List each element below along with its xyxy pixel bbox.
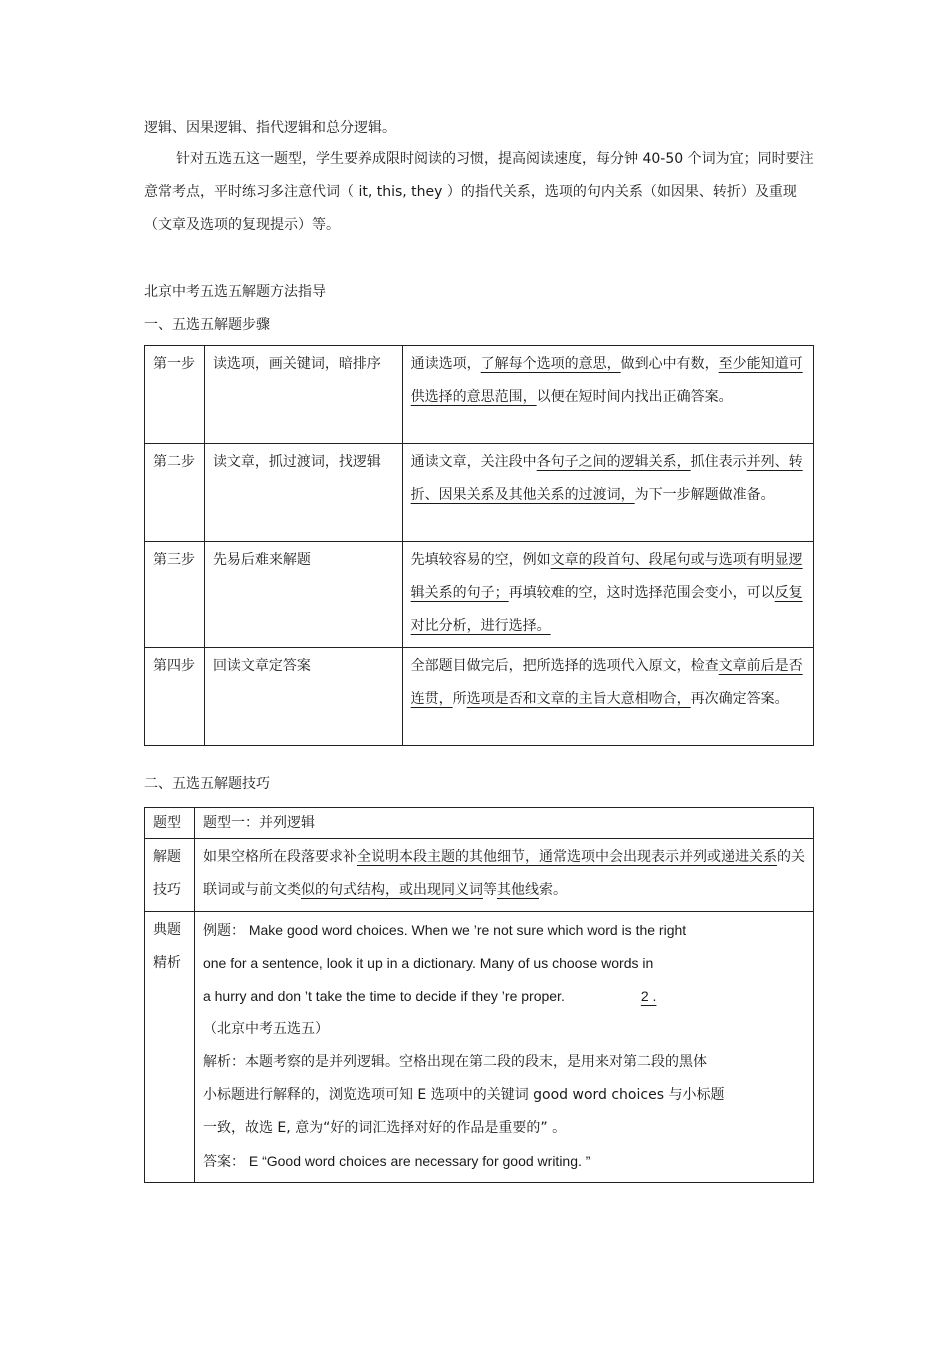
- step-label: 第二步: [145, 444, 205, 542]
- answer-line: 答案： E “Good word choices are necessary for good writing. ”: [202, 1153, 591, 1169]
- table-row: [145, 912, 814, 1183]
- example-line: 例题： Make good word choices. When we ’re not sure which word is the right: [202, 922, 687, 938]
- example-analysis: [194, 912, 813, 1183]
- part1-heading: 一、五选五解题步骤: [144, 317, 270, 333]
- analysis-line: 一致，故选 E, 意为“好的词汇选择对好的作品是重要的” 。: [202, 1120, 567, 1136]
- step-name: 读选项，画关键词，暗排序: [204, 346, 402, 444]
- question-type: 题型一：并列逻辑: [194, 808, 813, 839]
- intro-paragraph: 针对五选五这一题型，学生要养成限时阅读的习惯，提高阅读速度，每分钟 40-50 个词为宜；同时要注意常考点，平时练习多注意代词（ it, this, they ）的指代关系，选项的句内关系（如因果、转折）及重现（文章及选项的复现提示）等。: [144, 151, 814, 233]
- steps-table: [144, 345, 814, 746]
- analysis-line: 小标题进行解释的，浏览选项可知 E 选项中的关键词 good word choices 与小标题: [202, 1087, 725, 1103]
- techniques-table: [144, 807, 814, 1183]
- row-label: 题型: [145, 808, 195, 839]
- table-row: [145, 808, 814, 839]
- step-name: 回读文章定答案: [204, 648, 402, 746]
- step-description: 全部题目做完后，把所选择的选项代入原文，检查文章前后是否连贯，所选项是否和文章的主旨大意相吻合，再次确定答案。: [402, 648, 813, 746]
- table-row: [145, 648, 814, 746]
- step-description: 通读选项，了解每个选项的意思，做到心中有数，至少能知道可供选择的意思范围，以便在短时间内找出正确答案。: [402, 346, 813, 444]
- analysis-line: 解析：本题考察的是并列逻辑。空格出现在第二段的段末，是用来对第二段的黑体: [202, 1054, 707, 1070]
- step-label: 第四步: [145, 648, 205, 746]
- table-row: [145, 346, 814, 444]
- step-label: 第三步: [145, 542, 205, 648]
- example-line: one for a sentence, look it up in a dictionary. Many of us choose words in: [202, 955, 654, 971]
- step-description: 通读文章，关注段中各句子之间的逻辑关系，抓住表示并列、转折、因果关系及其他关系的过渡词，为下一步解题做准备。: [402, 444, 813, 542]
- intro-line: 逻辑、因果逻辑、指代逻辑和总分逻辑。: [144, 120, 396, 136]
- step-name: 先易后难来解题: [204, 542, 402, 648]
- answer-blank: 2 .: [640, 988, 657, 1004]
- table-row: [145, 444, 814, 542]
- table-row: [145, 542, 814, 648]
- example-line: a hurry and don ’t take the time to decide if they ’re proper. 2 .: [203, 980, 805, 1013]
- step-description: 先填较容易的空，例如文章的段首句、段尾句或与选项有明显逻辑关系的句子；再填较难的空，这时选择范围会变小，可以反复对比分析，进行选择。: [402, 542, 813, 648]
- step-name: 读文章，抓过渡词，找逻辑: [204, 444, 402, 542]
- section-title: 北京中考五选五解题方法指导: [144, 284, 326, 300]
- row-label: 典题精析: [145, 912, 195, 1183]
- technique-description: 如果空格所在段落要求补全说明本段主题的其他细节，通常选项中会出现表示并列或递进关系的关联词或与前文类似的句式结构，或出现同义词等其他线索。: [194, 839, 813, 912]
- example-source: （北京中考五选五）: [202, 1021, 329, 1037]
- step-label: 第一步: [145, 346, 205, 444]
- table-row: [145, 839, 814, 912]
- part2-heading: 二、五选五解题技巧: [144, 776, 270, 792]
- row-label: 解题技巧: [145, 839, 195, 912]
